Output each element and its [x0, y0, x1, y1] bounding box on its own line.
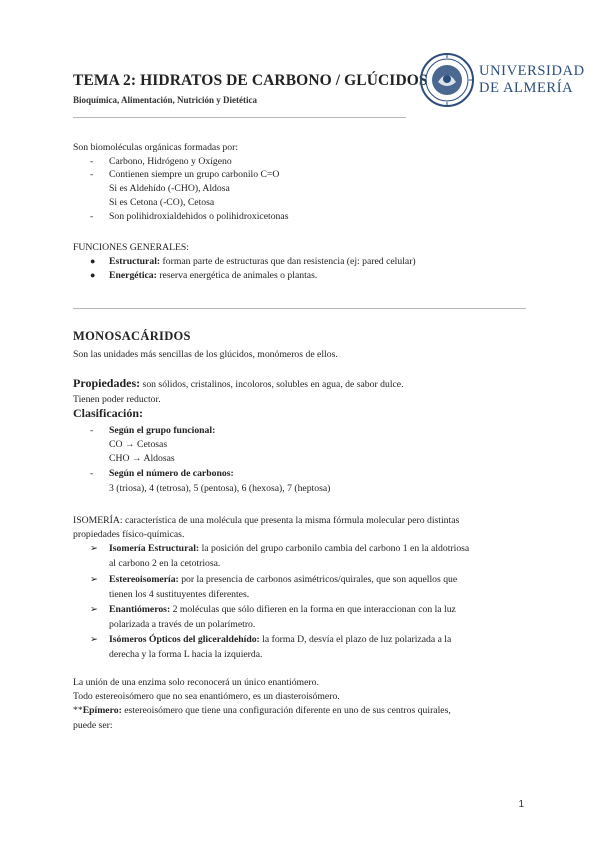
header-divider: [73, 117, 406, 118]
dash-marker: -: [90, 468, 94, 479]
bullet-icon: ●: [90, 256, 96, 266]
clasif-subline: CO → Cetosas: [109, 439, 168, 450]
clasif-subline: 3 (triosa), 4 (tetrosa), 5 (pentosa), 6 (hexosa), 7 (heptosa): [109, 483, 331, 494]
isomeria-item: ➢ Isómeros Ópticos del gliceraldehído: la forma D, desvía el plazo de luz polarizada a la: [90, 634, 452, 645]
isomeria-item-cont: polarizada a través de un polarímetro.: [109, 619, 256, 630]
clasif-item: - Según el número de carbonos:: [90, 468, 234, 479]
page-subtitle: Bioquímica, Alimentación, Nutrición y Dietética: [73, 95, 257, 105]
section-divider: [73, 308, 526, 309]
closing-line: La unión de una enzima solo reconocerá un único enantiómero.: [73, 677, 319, 688]
dash-marker: -: [90, 425, 94, 436]
propiedades-line: Propiedades: son sólidos, cristalinos, incoloros, solubles en agua, de sabor dulce.: [73, 376, 404, 390]
intro-lead: Son biomoléculas orgánicas formadas por:: [73, 142, 239, 153]
intro-item: - Son polihidroxialdehidos o polihidroxicetonas: [90, 211, 289, 222]
isomeria-item-cont: al carbono 2 en la cetotriosa.: [109, 558, 221, 569]
isomeria-item: ➢ Enantiómeros: 2 moléculas que sólo difieren en la forma en que interaccionan con la luz: [90, 604, 456, 615]
arrow-bullet-icon: ➢: [90, 543, 99, 554]
isomeria-item-cont: tienen los 4 sustituyentes diferentes.: [109, 589, 250, 600]
intro-subitem: Si es Cetona (-CO), Cetosa: [109, 197, 215, 208]
bullet-icon: ●: [90, 270, 96, 280]
intro-subitem: Si es Aldehído (-CHO), Aldosa: [109, 183, 230, 194]
epimero-line: **Epímero: estereoisómero que tiene una configuración diferente en uno de sus centros quirales,: [73, 705, 451, 716]
isomeria-item: ➢ Isomería Estructural: la posición del grupo carbonilo cambia del carbono 1 en la aldotriosa: [90, 543, 470, 554]
funcion-item: ● Estructural: forman parte de estructuras que dan resistencia (ej: pared celular): [90, 256, 416, 267]
propiedades-term: Propiedades:: [73, 376, 141, 390]
logo-line-2: DE ALMERÍA: [479, 80, 574, 96]
isomeria-line: ISOMERÍA: característica de una molécula que presenta la misma fórmula molecular pero distintas: [73, 515, 460, 526]
mono-intro: Son las unidades más sencillas de los glúcidos, monómeros de ellos.: [73, 349, 338, 360]
section-heading: MONOSACÁRIDOS: [73, 329, 191, 343]
page-title: TEMA 2: HIDRATOS DE CARBONO / GLÚCIDOS: [73, 72, 428, 89]
arrow-bullet-icon: ➢: [90, 604, 99, 615]
isomeria-item-cont: derecha y la forma L hacia la izquierda.: [109, 649, 263, 660]
university-logo: [419, 52, 585, 108]
dash-marker: -: [90, 211, 94, 222]
dash-marker: -: [90, 156, 94, 167]
isomeria-line-2: propiedades físico-químicas.: [73, 529, 185, 540]
arrow-bullet-icon: ➢: [90, 634, 99, 645]
propiedades-line-2: Tienen poder reductor.: [73, 394, 161, 405]
intro-item: - Carbono, Hidrógeno y Oxígeno: [90, 156, 232, 167]
closing-line: puede ser:: [73, 720, 113, 731]
isomeria-item: ➢ Estereoisomería: por la presencia de carbonos asimétricos/quirales, que son aquellos que: [90, 574, 458, 585]
funciones-heading: FUNCIONES GENERALES:: [73, 242, 189, 253]
logo-line-1: UNIVERSIDAD: [479, 63, 585, 79]
clasif-item: - Según el grupo funcional:: [90, 425, 216, 436]
clasificacion-heading: Clasificación:: [73, 406, 143, 420]
intro-item: - Contienen siempre un grupo carbonilo C=O: [90, 169, 280, 180]
arrow-bullet-icon: ➢: [90, 574, 99, 585]
dash-marker: -: [90, 169, 94, 180]
page-number: 1: [518, 799, 524, 810]
clasif-subline: CHO → Aldosas: [109, 453, 175, 464]
closing-line: Todo estereoisómero que no sea enantiómero, es un diasteroisómero.: [73, 691, 340, 702]
funcion-item: ● Energética: reserva energética de animales o plantas.: [90, 270, 318, 281]
